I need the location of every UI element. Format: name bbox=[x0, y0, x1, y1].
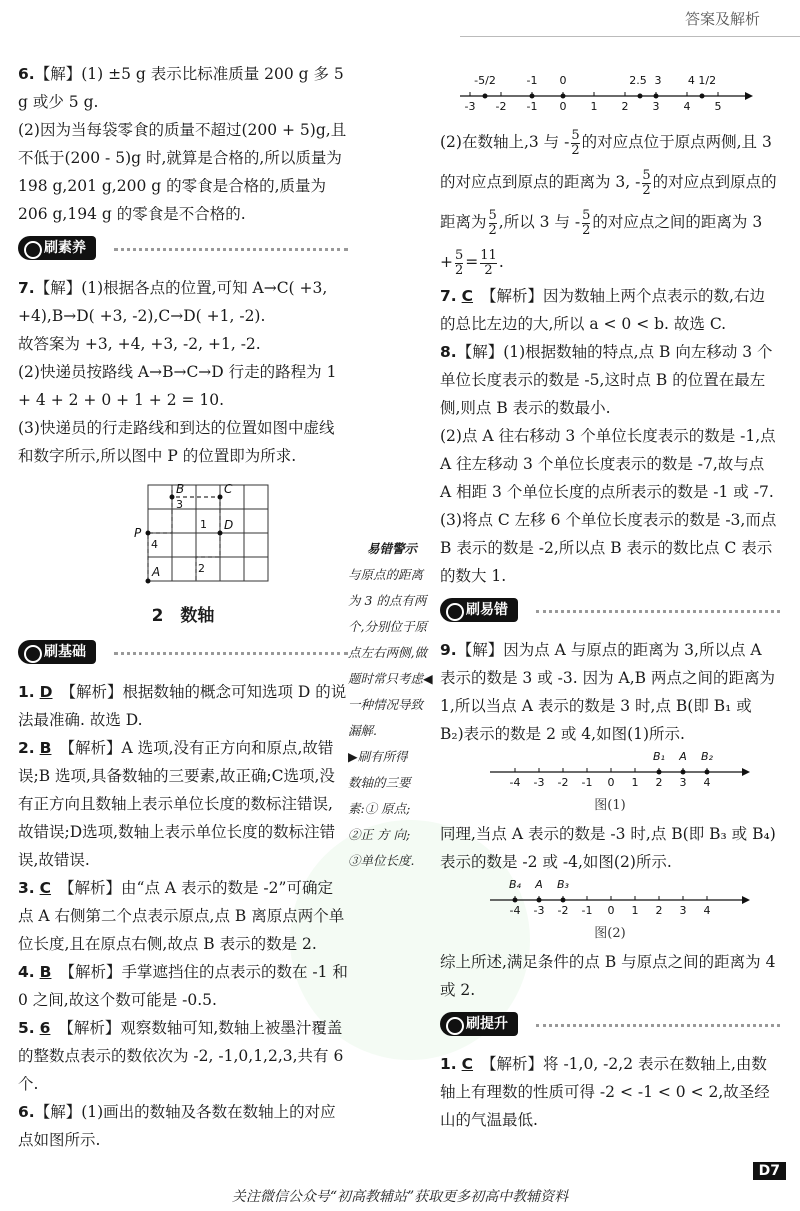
q8-p1: 8.【解】(1)根据数轴的特点,点 B 向左移动 3 个单位长度表示的数是 -5,这时点 B 的位置在最左侧,则点 B 表示的数最小. bbox=[440, 343, 773, 417]
sidenote-line: 一种情况导致 bbox=[348, 697, 424, 712]
q7-p3: (2)快递员按路线 A→B→C→D 行走的路程为 1 + 4 + 2 + 0 + 1 + 2 = 10. bbox=[18, 363, 337, 409]
fig1-tick: -2 bbox=[557, 776, 569, 789]
grid-step-4: 4 bbox=[151, 538, 158, 551]
axis1-tick: 1 bbox=[590, 100, 598, 113]
fig1-tick: 3 bbox=[679, 776, 687, 789]
fig2-caption: 图(2) bbox=[594, 926, 626, 941]
axis1-point-label: 3 bbox=[654, 74, 662, 87]
fig1-label-B2: B₂ bbox=[701, 750, 713, 763]
axis1-tick: 5 bbox=[714, 100, 722, 113]
chapter-title: 2 数轴 bbox=[151, 606, 215, 626]
section-header-yicuo: 刷易错 bbox=[440, 596, 780, 626]
fig2-label-A: A bbox=[535, 878, 543, 891]
header-rule bbox=[460, 36, 800, 37]
fig2-label-B4: B₄ bbox=[509, 878, 521, 891]
q6-left: 6.【解】(1)画出的数轴及各数在数轴上的对应点如图所示. bbox=[18, 1103, 336, 1149]
q8-p3: (3)将点 C 左移 6 个单位长度表示的数是 -3,而点 B 表示的数是 -2,所以点 B 表示的数比点 C 表示的数大 1. bbox=[440, 511, 777, 585]
q9-p1: 9.【解】因为点 A 与原点的距离为 3,所以点 A 表示的数是 3 或 -3. 因为 A,B 两点之间的距离为 1,所以当点 A 表示的数是 3 时,点 B(即 B₁ 或 B₂)表示的数是 2 或 4,如图(1)所示. bbox=[440, 641, 775, 743]
q1-left: 1. D 【解析】根据数轴的概念可知选项 D 的说法最准确. 故选 D. bbox=[18, 683, 347, 729]
axis1-point-label: 4 1/2 bbox=[687, 74, 717, 87]
fig2-tick: -3 bbox=[533, 904, 545, 917]
q7-p4: (3)快递员的行走路线和到达的位置如图中虚线和数字所示,所以图中 P 的位置即为所求. bbox=[18, 419, 335, 465]
sidenote-line: 漏解. bbox=[348, 723, 377, 738]
axis1-tick: 0 bbox=[559, 100, 567, 113]
grid-label-D: D bbox=[224, 518, 234, 532]
q6-top-p2: (2)因为当每袋零食的质量不超过(200 + 5)g,且不低于(200 - 5)g 时,就算是合格的,所以质量为 198 g,201 g,200 g 的零食是合格的,质量为 206 g,194 g 的零食是不合格的. bbox=[18, 121, 347, 223]
grid-step-1: 1 bbox=[200, 518, 207, 531]
fig1-tick: -1 bbox=[581, 776, 593, 789]
sidenote-line: 题时常只考虑◀ bbox=[348, 671, 433, 686]
q2-left: 2. B 【解析】A 选项,没有正方向和原点,故错误;B 选项,具备数轴的三要素,故正确;C选项,没有正方向且数轴上表示单位长度的数标注错误,故错误;D选项,数轴上表示单位长度的数标注错误,故错误. bbox=[18, 739, 336, 869]
fig2-tick: 3 bbox=[679, 904, 687, 917]
axis1-point-label: -1 bbox=[526, 74, 538, 87]
page-footer: 关注微信公众号“初高教辅站”获取更多初高中教辅资料 bbox=[231, 1189, 569, 1205]
fig1-label-B1: B₁ bbox=[653, 750, 665, 763]
q5-left: 5. 6 【解析】观察数轴可知,数轴上被墨汁覆盖的整数点表示的数依次为 -2, -1,0,1,2,3,共有 6 个. bbox=[18, 1019, 344, 1093]
fig2-tick: 0 bbox=[607, 904, 615, 917]
axis1-tick: 2 bbox=[621, 100, 629, 113]
number-line-q6 bbox=[440, 56, 780, 116]
axis1-point-label: 2.5 bbox=[629, 74, 647, 87]
axis1-tick: -3 bbox=[464, 100, 476, 113]
fig1-tick: 0 bbox=[607, 776, 615, 789]
grid-label-C: C bbox=[224, 482, 233, 496]
fig2-tick: -2 bbox=[557, 904, 569, 917]
fig2-tick: 2 bbox=[655, 904, 663, 917]
sidenote-line: ②正 方 向; bbox=[348, 827, 411, 842]
axis1-point-label: -5/2 bbox=[474, 74, 496, 87]
section-header-tisheng: 刷提升 bbox=[440, 1010, 780, 1040]
section-header-jichu: 刷基础 bbox=[18, 638, 348, 668]
q7-p2: 故答案为 +3, +4, +3, -2, +1, -2. bbox=[18, 335, 261, 353]
fig2-tick: 1 bbox=[631, 904, 639, 917]
page-header-title: 答案及解析 bbox=[684, 10, 760, 28]
q9-p2: 同理,当点 A 表示的数是 -3 时,点 B(即 B₃ 或 B₄)表示的数是 -2 或 -4,如图(2)所示. bbox=[440, 825, 776, 871]
grid-step-2: 2 bbox=[198, 562, 205, 575]
number-line-fig1 bbox=[440, 748, 780, 792]
q6-2-text: (2)在数轴上,3 与 - $\frac{5}{2}$ 的对应点位于原点两侧,且 3 的对应点到原点的距离为 3, - $\frac{5}{2}$ 的对应点到原点的距离为 $\frac{5}{2}$ ,所以 3 与 - $\frac{5}{2}$ 的对应点之间的距离为 3 + $\frac{5}{2}$ = $\frac{11}{2}$ . bbox=[440, 127, 777, 278]
q7-p1: 7.【解】(1)根据各点的位置,可知 A→C( +3, +4),B→D( +3, -2),C→D( +1, -2). bbox=[18, 279, 328, 325]
fig1-tick: 2 bbox=[655, 776, 663, 789]
q8-p2: (2)点 A 往右移动 3 个单位长度表示的数是 -1,点 A 往左移动 3 个单位长度表示的数是 -7,故与点 A 相距 3 个单位长度的点所表示的数是 -1 或 -7. bbox=[440, 427, 776, 501]
q6-top-p1: 6.【解】(1) ±5 g 表示比标准质量 200 g 多 5 g 或少 5 g. bbox=[18, 65, 344, 111]
fig2-tick: -1 bbox=[581, 904, 593, 917]
sidenote-line: 点左右两侧,做 bbox=[348, 645, 427, 660]
side-note bbox=[348, 536, 436, 874]
fig1-label-A: A bbox=[679, 750, 687, 763]
fig1-tick: -4 bbox=[509, 776, 521, 789]
fig2-tick: -4 bbox=[509, 904, 521, 917]
fig2-label-B3: B₃ bbox=[557, 878, 569, 891]
sidenote-line: 数轴的三要 bbox=[348, 775, 411, 790]
sidenote-line: 易错警示 bbox=[366, 541, 417, 556]
axis1-tick: -1 bbox=[526, 100, 538, 113]
axis1-tick: 4 bbox=[683, 100, 691, 113]
right-column bbox=[440, 56, 780, 1134]
grid-label-P: P bbox=[134, 526, 142, 540]
axis1-point-label: 0 bbox=[559, 74, 567, 87]
route-grid-figure bbox=[18, 480, 348, 590]
sidenote-line: 个,分别位于原 bbox=[348, 619, 427, 634]
sidenote-line: ▶刷有所得 bbox=[348, 749, 408, 764]
fig1-tick: -3 bbox=[533, 776, 545, 789]
sidenote-line: 为 3 的点有两 bbox=[348, 593, 427, 608]
sidenote-line: 素:① 原点; bbox=[348, 801, 411, 816]
section-header-suyang: 刷素养 bbox=[18, 234, 348, 264]
grid-label-A: A bbox=[152, 565, 161, 579]
fig1-tick: 1 bbox=[631, 776, 639, 789]
grid-label-B: B bbox=[176, 482, 185, 496]
sidenote-line: ③单位长度. bbox=[348, 853, 415, 868]
q9-p3: 综上所述,满足条件的点 B 与原点之间的距离为 4 或 2. bbox=[440, 953, 776, 999]
axis1-tick: 3 bbox=[652, 100, 660, 113]
sidenote-line: 与原点的距离 bbox=[348, 567, 424, 582]
q7-right: 7. C 【解析】因为数轴上两个点表示的数,右边的总比左边的大,所以 a < 0 < b. 故选 C. bbox=[440, 287, 765, 333]
page-number: D7 bbox=[753, 1162, 786, 1180]
q4-left: 4. B 【解析】手掌遮挡住的点表示的数在 -1 和 0 之间,故这个数可能是 -0.5. bbox=[18, 963, 348, 1009]
grid-step-3: 3 bbox=[176, 498, 183, 511]
q1-right: 1. C 【解析】将 -1,0, -2,2 表示在数轴上,由数轴上有理数的性质可得 -2 < -1 < 0 < 2,故圣经山的气温最低. bbox=[440, 1055, 770, 1129]
number-line-fig2 bbox=[440, 876, 780, 920]
left-column bbox=[18, 60, 348, 1154]
fig2-tick: 4 bbox=[703, 904, 711, 917]
fig1-tick: 4 bbox=[703, 776, 711, 789]
fig1-caption: 图(1) bbox=[594, 798, 626, 813]
q3-left: 3. C 【解析】由“点 A 表示的数是 -2”可确定点 A 右侧第二个点表示原点,点 B 离原点两个单位长度,且在原点右侧,故点 B 表示的数是 2. bbox=[18, 879, 345, 953]
axis1-tick: -2 bbox=[495, 100, 507, 113]
